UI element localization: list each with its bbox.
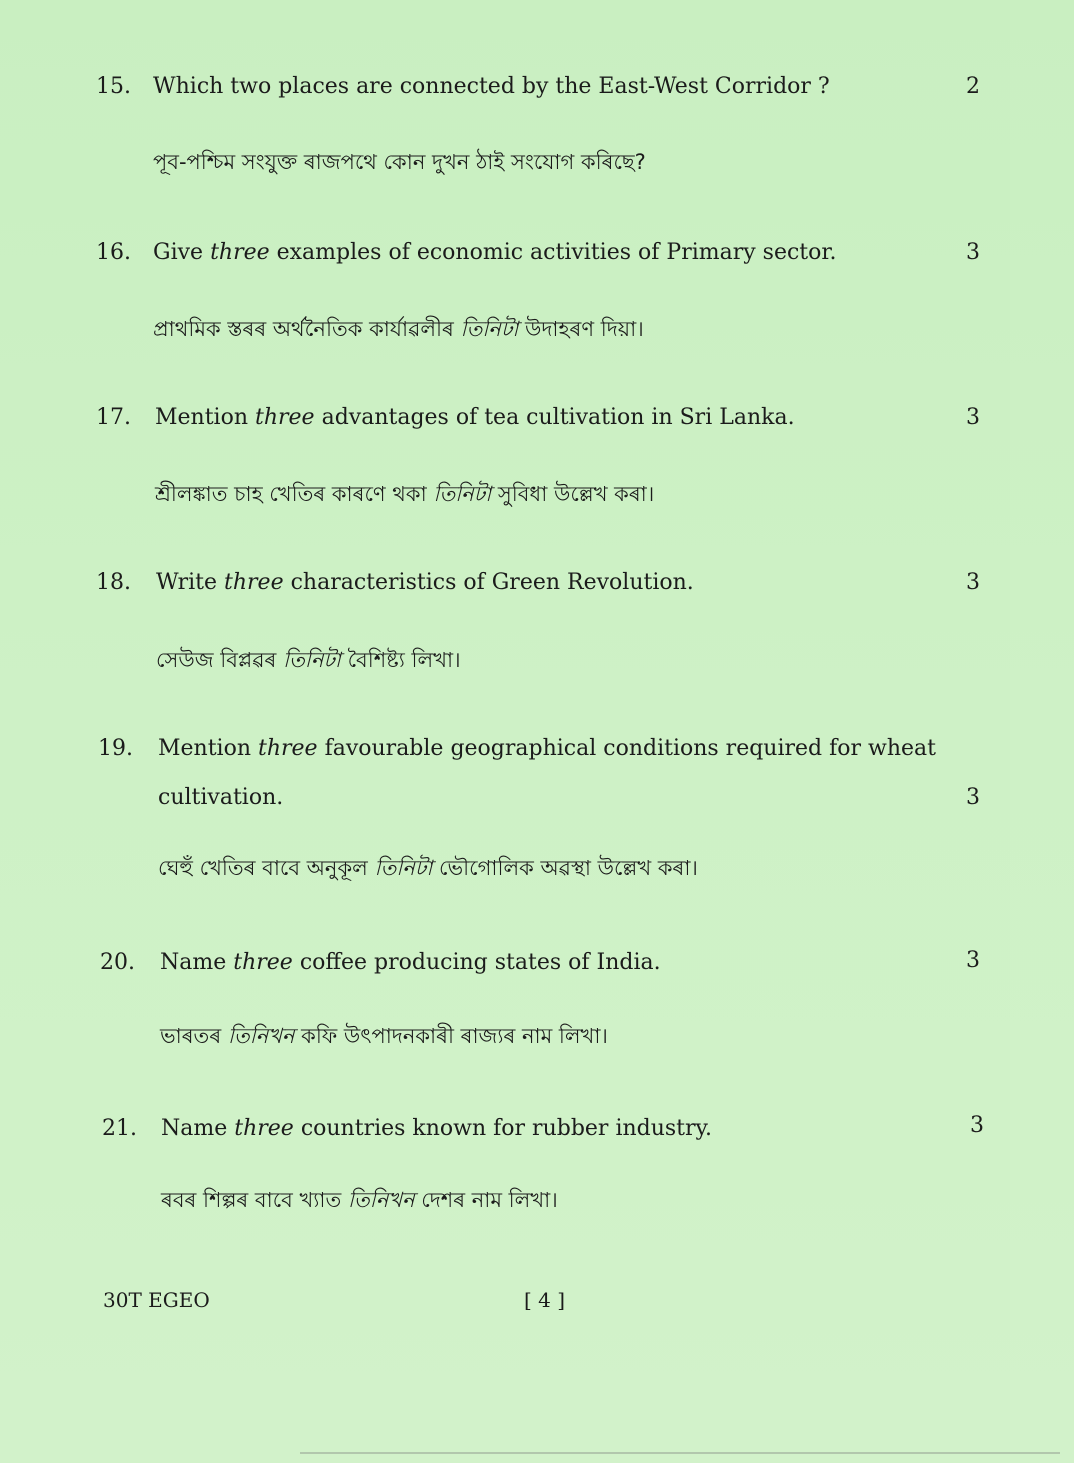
question-assamese: পূব-পশ্চিম সংযুক্ত ৰাজপথে কোন দুখন ঠাই সংযোগ কৰিছে? — [153, 150, 646, 174]
question-marks: 3 — [966, 570, 980, 595]
question-number: 19. — [98, 736, 133, 761]
question-number: 20. — [100, 950, 135, 975]
question-assamese: প্ৰাথমিক স্তৰৰ অৰ্থনৈতিক কাৰ্যাৱলীৰ তিনিটা উদাহৰণ দিয়া। — [153, 317, 644, 341]
question-number: 21. — [102, 1116, 137, 1141]
question-number: 15. — [96, 74, 131, 99]
question-english: Mention three favourable geographical conditions required for wheat — [158, 736, 936, 761]
question-english: Name three countries known for rubber industry. — [161, 1116, 713, 1141]
question-marks: 3 — [966, 405, 980, 430]
question-number: 18. — [96, 570, 131, 595]
page-edge-line — [300, 1452, 1060, 1454]
question-assamese: ঘেহুঁ খেতিৰ বাবে অনুকূল তিনিটা ভৌগোলিক অৱস্থা উল্লেখ কৰা। — [158, 856, 698, 880]
question-english: Name three coffee producing states of India. — [160, 950, 661, 975]
question-english-line2: cultivation. — [158, 785, 284, 810]
question-assamese: শ্ৰীলঙ্কাত চাহ খেতিৰ কাৰণে থকা তিনিটা সুবিধা উল্লেখ কৰা। — [155, 482, 655, 506]
question-assamese: ৰবৰ শিল্পৰ বাবে খ্যাত তিনিখন দেশৰ নাম লিখা। — [161, 1188, 558, 1212]
question-marks: 2 — [966, 74, 980, 99]
page-number: [ 4 ] — [524, 1288, 566, 1312]
question-marks: 3 — [966, 240, 980, 265]
question-marks: 3 — [966, 785, 980, 810]
question-number: 17. — [96, 405, 131, 430]
question-assamese: সেউজ বিপ্লৱৰ তিনিটা বৈশিষ্ট্য লিখা। — [156, 648, 461, 672]
question-english: Mention three advantages of tea cultivation in Sri Lanka. — [155, 405, 795, 430]
question-english: Which two places are connected by the East-West Corridor ? — [153, 74, 830, 99]
paper-code: 30T EGEO — [103, 1288, 210, 1312]
question-assamese: ভাৰতৰ তিনিখন কফি উৎপাদনকাৰী ৰাজ্যৰ নাম লিখা। — [160, 1024, 608, 1048]
question-marks: 3 — [966, 948, 980, 973]
question-english: Give three examples of economic activities of Primary sector. — [153, 240, 837, 265]
question-number: 16. — [96, 240, 131, 265]
question-marks: 3 — [970, 1113, 984, 1138]
question-english: Write three characteristics of Green Revolution. — [156, 570, 694, 595]
